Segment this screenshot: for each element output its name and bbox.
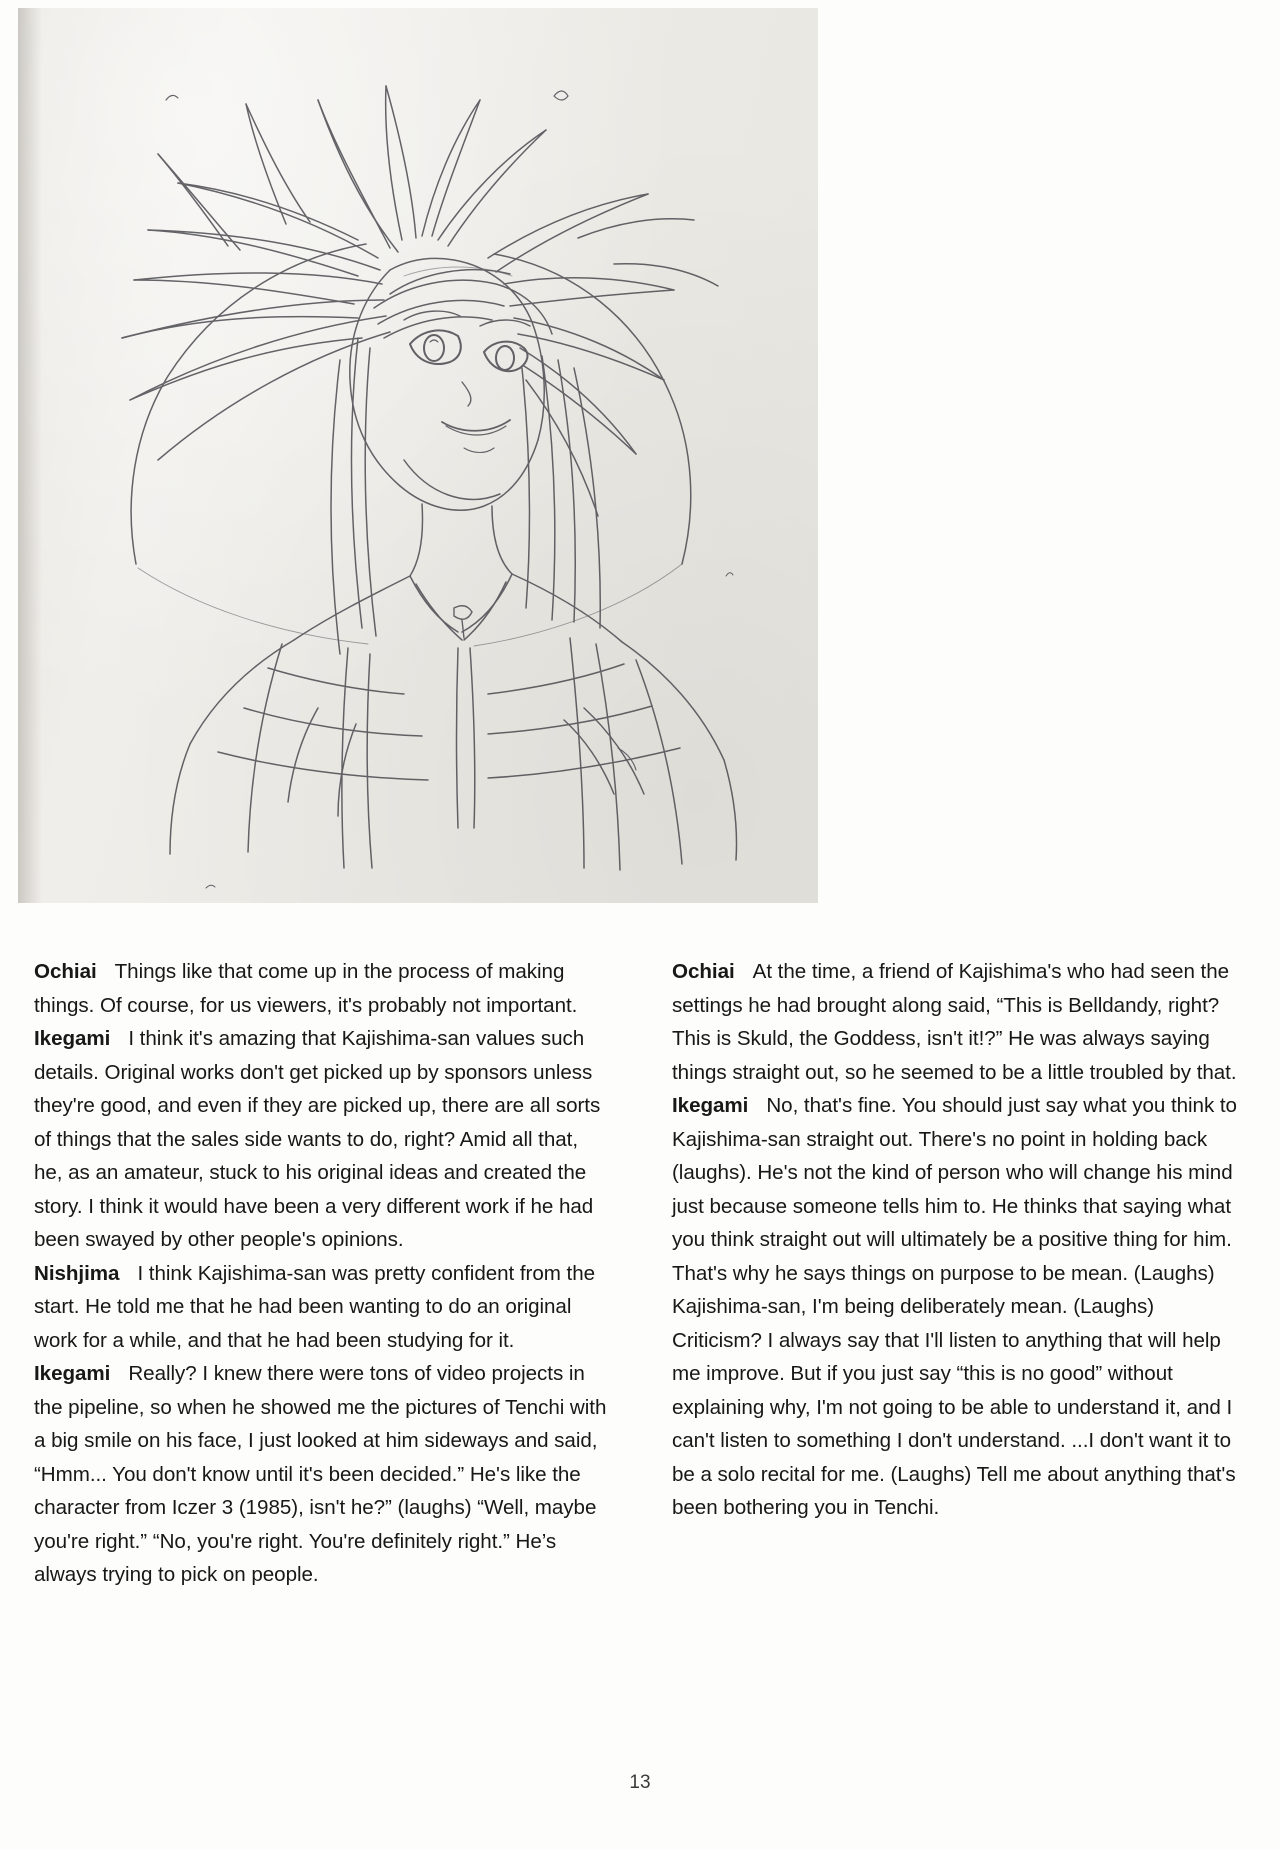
dialogue-paragraph [672,1089,1248,1525]
dialogue-text: At the time, a friend of Kajishima's who had seen the settings he had brought along said, “This is Belldandy, right? This is Skuld, the Goddess, isn't it!?” He was always saying things straight out, so he seemed to be a little troubled by that. [672,960,1237,1084]
speaker-name: Ikegami [672,1094,749,1117]
dialogue-text: Really? I knew there were tons of video projects in the pipeline, so when he showed me the pictures of Tenchi with a big smile on his face, I just looked at him sideways and said, “Hmm... You don't know until it's been decided.” He's like the character from Iczer 3 (1985), isn't he?” (laughs) “Well, maybe you're right.” “No, you're right. You're definitely right.” He’s always trying to pick on people. [34,1362,607,1586]
dialogue-text: No, that's fine. You should just say what you think to Kajishima-san straight out. There's no point in holding back (laughs). He's not the kind of person who will change his mind just because someone tells him to. He thinks that saying what you think straight out will ultimately be a positive thing for him. That's why he says things on purpose to be mean. (Laughs) Kajishima-san, I'm being deliberately mean. (Laughs) Criticism? I always say that I'll listen to anything that will help me improve. But if you just say “this is no good” without explaining why, I'm not going to be able to understand it, and I can't listen to something I don't understand. ...I don't want it to be a solo recital for me. (Laughs) Tell me about anything that's been bothering you in Tenchi. [672,1094,1237,1519]
dialogue-paragraph [34,1257,610,1358]
dialogue-paragraph [34,1357,610,1592]
dialogue-text: Things like that come up in the process of making things. Of course, for us viewers, it's probably not important. [34,960,578,1017]
speaker-name: Ochiai [672,960,735,983]
speaker-name: Ikegami [34,1362,111,1385]
speaker-name: Ochiai [34,960,97,983]
speaker-name: Ikegami [34,1027,111,1050]
page-number: 13 [629,1772,651,1793]
dialogue-paragraph [34,955,610,1022]
column-right [672,955,1248,1592]
speaker-name: Nishjima [34,1261,120,1285]
dialogue-text: I think it's amazing that Kajishima-san values such details. Original works don't get picked up by sponsors unless they're good, and even if they are picked up, there are all sorts of things that the sales side wants to do, right? Amid all that, he, as an amateur, stuck to his original ideas and created the story. I think it would have been a very different work if he had been swayed by other people's opinions. [34,1027,601,1251]
pencil-sketch-anime-character-portrait [18,8,818,903]
dialogue-paragraph [672,955,1248,1089]
dialogue-paragraph [34,1022,610,1257]
column-left [34,955,610,1592]
dialogue-text: I think Kajishima-san was pretty confident from the start. He told me that he had been wanting to do an original work for a while, and that he had been studying for it. [34,1261,596,1352]
illustration-panel [18,8,818,903]
article-columns [34,955,1249,1592]
